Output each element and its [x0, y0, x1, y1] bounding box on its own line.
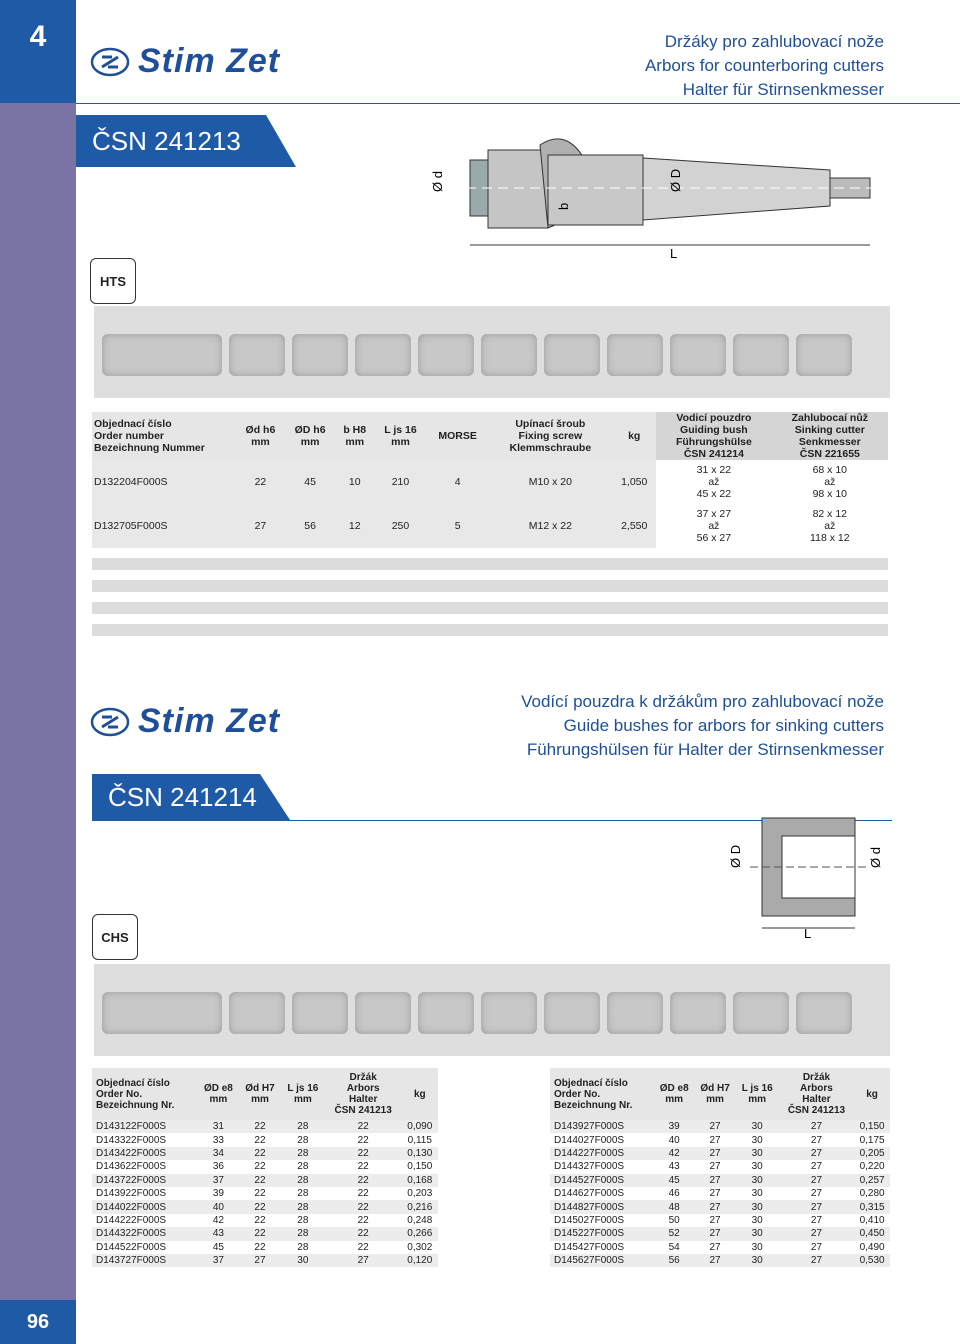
cell: 27	[709, 1214, 721, 1226]
top-titles	[645, 30, 884, 102]
cell: 1,050	[621, 476, 648, 488]
cell: 30	[751, 1188, 763, 1200]
cell: D143122F000S	[96, 1121, 167, 1133]
cell: 30	[751, 1241, 763, 1253]
empty-rows	[92, 558, 888, 646]
standard-tab: ČSN 241213	[76, 115, 266, 167]
cell: 31	[212, 1121, 224, 1133]
col-D: ØD e8 mm	[203, 1083, 233, 1105]
cell: 22	[254, 1121, 266, 1133]
cell: 27	[709, 1121, 721, 1133]
cell: 250	[391, 520, 410, 532]
cell: 22	[254, 1147, 266, 1159]
tool-image-strip	[94, 306, 890, 398]
bush-image	[418, 992, 474, 1034]
cell: 22	[357, 1214, 369, 1226]
cell: 31 x 22 až 45 x 22	[656, 460, 772, 504]
page-number: 96	[0, 1300, 76, 1344]
cell: 56	[304, 520, 316, 532]
brand-name: Stim Zet	[138, 42, 281, 80]
chapter-number: 4	[29, 20, 47, 53]
cell: 27	[709, 1147, 721, 1159]
logo-emblem-icon	[90, 707, 130, 737]
cell: 0,115	[407, 1134, 432, 1146]
dim-L-label: L	[804, 926, 812, 938]
cell: D144327F000S	[554, 1161, 625, 1173]
cell: 22	[254, 1134, 266, 1146]
code-badge: HTS	[90, 258, 136, 304]
cell: 68 x 10 až 98 x 10	[772, 460, 888, 504]
cell: 33	[212, 1134, 224, 1146]
bush-image	[102, 992, 222, 1034]
col-L: L js 16 mm	[741, 1083, 773, 1105]
col-cutter: Zahlubocaí nůž Sinking cutter Senkmesser ČSN 221655	[772, 412, 888, 460]
cell: 0,280	[859, 1188, 885, 1200]
cell: 28	[297, 1228, 309, 1240]
cell: 22	[357, 1134, 369, 1146]
cell: 27	[810, 1228, 823, 1240]
cell: 4	[454, 476, 461, 488]
cell: 42	[212, 1214, 224, 1226]
cell: 28	[297, 1241, 309, 1253]
cell: 27	[810, 1241, 823, 1253]
cell: 22	[254, 1214, 266, 1226]
arbor-diagram	[430, 130, 890, 265]
cell: 2,550	[621, 520, 648, 532]
table-row	[550, 1174, 890, 1187]
cell: 82 x 12 až 118 x 12	[772, 504, 888, 548]
col-D: ØD e8 mm	[659, 1083, 689, 1105]
title-en: Arbors for counterboring cutters	[644, 56, 884, 75]
cell: 0,203	[407, 1188, 433, 1200]
cell: 45	[668, 1174, 680, 1186]
cell: 22	[254, 1241, 266, 1253]
cell: D143622F000S	[96, 1161, 167, 1173]
cell: D144322F000S	[96, 1228, 167, 1240]
cell: 27	[709, 1134, 721, 1146]
table-row	[92, 1200, 438, 1213]
cell: D145227F000S	[554, 1228, 625, 1240]
cell: 0,150	[407, 1161, 433, 1173]
cell: D143727F000S	[96, 1255, 167, 1267]
table-row	[550, 1187, 890, 1200]
tool-image	[796, 334, 852, 376]
bush-table-right	[550, 1068, 890, 1267]
cell: 30	[751, 1174, 763, 1186]
cell: 22	[254, 1174, 266, 1186]
cell: D144022F000S	[96, 1201, 167, 1213]
table-row	[550, 1133, 890, 1146]
cell: D144227F000S	[554, 1147, 625, 1159]
table-row	[550, 1160, 890, 1173]
cell: 0,248	[407, 1214, 433, 1226]
cell: 0,090	[407, 1121, 433, 1133]
code-badge: CHS	[92, 914, 138, 960]
cell: 10	[348, 476, 361, 488]
standard-tab: ČSN 241214	[92, 774, 260, 820]
cell: 28	[297, 1188, 309, 1200]
cell: 27	[709, 1188, 721, 1200]
cell: 0,220	[859, 1161, 885, 1173]
cell: 28	[297, 1134, 309, 1146]
cell: 30	[751, 1161, 763, 1173]
col-arbor: Držák Arbors Halter ČSN 241213	[787, 1072, 846, 1116]
bush-image	[544, 992, 600, 1034]
cell: 30	[751, 1201, 763, 1213]
col-weight: kg	[413, 1088, 426, 1100]
table-row	[92, 1160, 438, 1173]
cell: D144527F000S	[554, 1174, 625, 1186]
table-row	[550, 1227, 890, 1240]
cell: 37	[212, 1174, 224, 1186]
table-row	[92, 1254, 438, 1267]
cell: 27	[810, 1255, 823, 1267]
cell: 28	[297, 1174, 309, 1186]
table-row	[92, 1174, 438, 1187]
cell: 0,150	[859, 1121, 885, 1133]
cell: 0,205	[859, 1147, 885, 1159]
table-row	[550, 1147, 890, 1160]
tool-image	[229, 334, 285, 376]
table-row	[92, 1133, 438, 1146]
col-morse: MORSE	[438, 430, 477, 442]
cell: 27	[810, 1121, 823, 1133]
cell: 37	[212, 1255, 224, 1267]
cell: 0,302	[407, 1241, 433, 1253]
cell: 22	[357, 1161, 369, 1173]
cell: 30	[751, 1228, 763, 1240]
cell: 22	[357, 1241, 369, 1253]
tab-corner	[260, 774, 290, 820]
cell: 27	[709, 1174, 721, 1186]
cell: 0,257	[859, 1174, 885, 1186]
bush-image	[481, 992, 537, 1034]
cell: 22	[357, 1228, 369, 1240]
cell: 0,490	[859, 1241, 885, 1253]
cell: D143322F000S	[96, 1134, 167, 1146]
table-row	[92, 460, 888, 504]
col-screw: Upínací šroub Fixing screw Klemmschraube	[509, 418, 592, 454]
cell: 210	[391, 476, 410, 488]
cell: D143922F000S	[96, 1188, 167, 1200]
cell: 40	[212, 1201, 224, 1213]
cell: 12	[348, 520, 361, 532]
cell: 36	[212, 1161, 224, 1173]
col-d: Ød H7 mm	[700, 1083, 730, 1105]
cell: 27	[810, 1214, 823, 1226]
cell: 45	[212, 1241, 224, 1253]
cell: 27	[810, 1201, 823, 1213]
cell: 42	[668, 1147, 680, 1159]
cell: 22	[254, 1201, 266, 1213]
col-order: Objednací číslo Order No. Bezeichnung Nr.	[96, 1077, 175, 1111]
table-row	[92, 1227, 438, 1240]
cell: 0,168	[407, 1174, 433, 1186]
cell: 28	[297, 1161, 309, 1173]
cell: 27	[709, 1255, 721, 1267]
tab-corner	[266, 115, 296, 167]
cell: 0,120	[407, 1255, 433, 1267]
bush-image	[229, 992, 285, 1034]
cell: 0,175	[859, 1134, 885, 1146]
cell: 39	[212, 1188, 224, 1200]
table-row	[92, 1241, 438, 1254]
cell: 27	[357, 1255, 369, 1267]
cell: 0,410	[859, 1214, 885, 1226]
tool-image	[607, 334, 663, 376]
cell: D143927F000S	[554, 1121, 625, 1133]
cell: 34	[212, 1147, 224, 1159]
bush-diagram	[720, 808, 900, 938]
table-row	[92, 1147, 438, 1160]
cell: D144222F000S	[96, 1214, 167, 1226]
table-row	[550, 1254, 890, 1267]
cell: 0,315	[859, 1201, 885, 1213]
title-cz: Vodící pouzdra k držákům pro zahlubovací nože	[521, 692, 884, 711]
title-de: Führungshülsen für Halter der Stirnsenkmesser	[526, 740, 884, 759]
cell: 40	[668, 1134, 680, 1146]
cell: 0,216	[407, 1201, 433, 1213]
side-band	[0, 103, 76, 1300]
cell: 56	[668, 1255, 680, 1267]
cell: D145627F000S	[554, 1255, 625, 1267]
col-weight: kg	[866, 1088, 878, 1100]
col-d: Ød H7 mm	[245, 1083, 275, 1105]
title-cz: Držáky pro zahlubovací nože	[664, 32, 884, 51]
col-order: Objednací číslo Order number Bezeichnung Nummer	[94, 418, 205, 454]
bush-image	[733, 992, 789, 1034]
cell: 28	[297, 1214, 309, 1226]
table-row	[550, 1241, 890, 1254]
cell: 27	[810, 1188, 823, 1200]
divider	[76, 103, 960, 104]
cell: D132705F000S	[94, 520, 168, 532]
col-d: Ød h6 mm	[245, 424, 276, 448]
table-row	[550, 1214, 890, 1227]
cell: 27	[709, 1228, 721, 1240]
weight-icon: kg	[628, 430, 641, 442]
cell: D144027F000S	[554, 1134, 625, 1146]
cell: 27	[810, 1174, 823, 1186]
logo-emblem-icon	[90, 47, 130, 77]
cell: 27	[709, 1241, 721, 1253]
cell: 22	[357, 1147, 369, 1159]
cell: 27	[810, 1161, 823, 1173]
table-row	[550, 1120, 890, 1133]
cell: 0,530	[859, 1255, 885, 1267]
cell: 27	[709, 1201, 721, 1213]
cell: M12 x 22	[528, 520, 572, 532]
cell: 28	[297, 1121, 309, 1133]
tool-image	[418, 334, 474, 376]
table-row	[92, 1187, 438, 1200]
tool-image	[544, 334, 600, 376]
brand-logo-2	[90, 702, 280, 741]
title-de: Halter für Stirnsenkmesser	[682, 80, 884, 99]
col-D: ØD h6 mm	[294, 424, 326, 448]
cell: 5	[454, 520, 461, 532]
cell: 30	[751, 1214, 763, 1226]
cell: 27	[254, 1255, 266, 1267]
cell: 52	[668, 1228, 680, 1240]
col-bush: Vodicí pouzdro Guiding bush Führungshülse ČSN 241214	[656, 412, 772, 460]
col-weight	[612, 412, 656, 460]
cell: 28	[297, 1147, 309, 1159]
cell: 37 x 27 až 56 x 27	[656, 504, 772, 548]
cell: D144627F000S	[554, 1188, 625, 1200]
cell: 22	[357, 1188, 369, 1200]
tool-image	[355, 334, 411, 376]
cell: 54	[668, 1241, 680, 1253]
tool-image	[733, 334, 789, 376]
cell: 22	[254, 1161, 266, 1173]
cell: 30	[297, 1255, 309, 1267]
dim-D-label: Ø D	[668, 168, 683, 192]
cell: 0,450	[859, 1228, 885, 1240]
cell: 27	[709, 1161, 721, 1173]
cell: 27	[810, 1134, 823, 1146]
cell: 30	[751, 1147, 763, 1159]
col-L: L js 16 mm	[287, 1083, 319, 1105]
cell: 0,266	[407, 1228, 433, 1240]
table-row	[550, 1200, 890, 1213]
bush-image-strip	[94, 964, 890, 1056]
cell: 22	[357, 1121, 369, 1133]
cell: M10 x 20	[528, 476, 572, 488]
cell: D145427F000S	[554, 1241, 625, 1253]
cell: 43	[212, 1228, 224, 1240]
cell: D143422F000S	[96, 1147, 167, 1159]
table-row	[92, 504, 888, 548]
cell: D143722F000S	[96, 1174, 167, 1186]
dim-d-label: Ø d	[430, 171, 445, 192]
cell: 30	[751, 1121, 763, 1133]
bush-image	[607, 992, 663, 1034]
col-order: Objednací číslo Order No. Bezeichnung Nr.	[554, 1077, 633, 1111]
bush-image	[796, 992, 852, 1034]
dim-d-label: Ø d	[868, 847, 883, 868]
tool-image	[481, 334, 537, 376]
col-b: b H8 mm	[343, 424, 367, 448]
brand-name: Stim Zet	[138, 702, 281, 740]
tool-image	[102, 334, 222, 376]
bush-table-left	[92, 1068, 438, 1267]
tool-image	[292, 334, 348, 376]
cell: 46	[668, 1188, 680, 1200]
bottom-titles	[521, 690, 884, 762]
cell: 22	[357, 1201, 369, 1213]
arbor-table	[92, 412, 888, 548]
bush-image	[292, 992, 348, 1034]
dim-b-label: b	[556, 202, 571, 210]
cell: 22	[254, 476, 267, 488]
table-row	[92, 1214, 438, 1227]
col-L: L js 16 mm	[384, 424, 417, 448]
cell: D144522F000S	[96, 1241, 167, 1253]
cell: 22	[357, 1174, 369, 1186]
cell: 43	[668, 1161, 680, 1173]
cell: D145027F000S	[554, 1214, 625, 1226]
title-en: Guide bushes for arbors for sinking cutters	[563, 716, 884, 735]
cell: 48	[668, 1201, 680, 1213]
table-row	[92, 1120, 438, 1133]
dim-D-label: Ø D	[728, 844, 743, 868]
col-arbor: Držák Arbors Halter ČSN 241213	[334, 1072, 392, 1116]
brand-logo	[90, 42, 280, 81]
bush-image	[355, 992, 411, 1034]
bush-image	[670, 992, 726, 1034]
cell: 28	[297, 1201, 309, 1213]
cell: 45	[304, 476, 316, 488]
tool-image	[670, 334, 726, 376]
dim-L-label: L	[670, 246, 678, 261]
cell: 22	[254, 1188, 266, 1200]
cell: 30	[751, 1255, 763, 1267]
cell: 39	[668, 1121, 680, 1133]
cell: 30	[751, 1134, 763, 1146]
cell: D132204F000S	[94, 476, 168, 488]
cell: 50	[668, 1214, 680, 1226]
cell: 27	[810, 1147, 823, 1159]
cell: 27	[254, 520, 267, 532]
cell: 22	[254, 1228, 266, 1240]
cell: 0,130	[407, 1147, 433, 1159]
cell: D144827F000S	[554, 1201, 625, 1213]
